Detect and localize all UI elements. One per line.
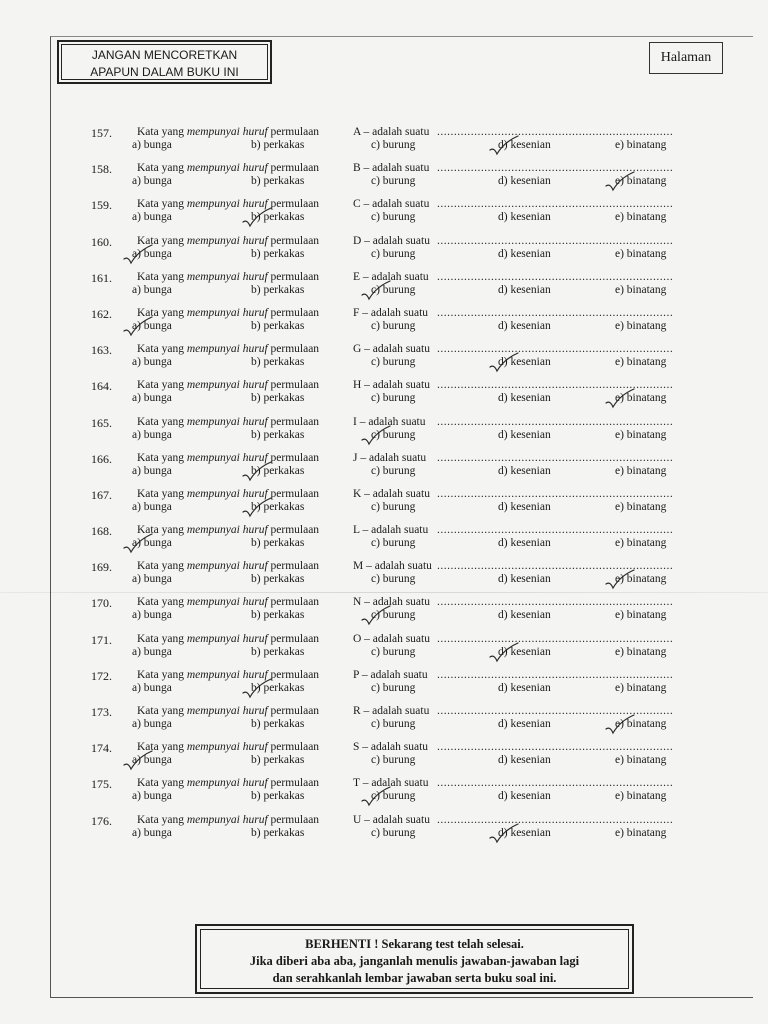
stem-prefix: Kata yang [137, 632, 187, 645]
question-stem [137, 560, 319, 572]
option-d[interactable]: d) kesenian [498, 139, 551, 151]
question-row [0, 416, 768, 452]
question-stem [137, 379, 319, 391]
option-d[interactable]: d) kesenian [498, 790, 551, 803]
option-b[interactable]: b) perkakas [251, 247, 305, 260]
option-b[interactable]: b) perkakas [251, 392, 305, 405]
question-number: 163. [91, 343, 112, 358]
option-c[interactable]: c) burung [371, 247, 416, 260]
option-d[interactable]: d) kesenian [498, 718, 551, 730]
stem-italic: mempunyai huruf [186, 524, 268, 537]
question-row [0, 488, 768, 524]
stem-suffix: permulaan [267, 705, 320, 717]
option-d[interactable]: d) kesenian [498, 609, 551, 622]
question-letter-clause: M – adalah suatu [353, 560, 432, 573]
stem-prefix: Kata yang [137, 415, 187, 428]
question-number: 159. [91, 198, 112, 213]
question-row [0, 741, 768, 777]
question-number: 167. [91, 487, 112, 502]
stem-italic: mempunyai huruf [186, 198, 268, 211]
answer-blank-dots: ...................................................................... [437, 162, 674, 175]
answer-blank-dots: ...................................................................... [437, 777, 674, 790]
option-c[interactable]: c) burung [371, 681, 416, 694]
stop-notice-box [195, 924, 634, 994]
stem-italic: mempunyai huruf [186, 596, 268, 609]
option-c[interactable]: c) burung [371, 645, 416, 658]
stem-italic: mempunyai huruf [186, 487, 268, 500]
option-e[interactable]: e) binatang [615, 790, 667, 803]
question-number: 171. [91, 632, 112, 647]
option-d[interactable]: d) kesenian [498, 428, 551, 441]
stem-suffix: permulaan [267, 487, 320, 500]
question-number: 170. [91, 596, 112, 611]
question-row [0, 307, 768, 343]
answer-blank-dots: ...................................................................... [437, 596, 674, 609]
option-c[interactable]: c) burung [371, 500, 416, 513]
option-c[interactable]: c) burung [371, 826, 416, 839]
question-letter-clause: K – adalah suatu [353, 487, 430, 500]
option-d[interactable]: d) kesenian [498, 319, 551, 332]
option-d[interactable]: d) kesenian [498, 283, 551, 296]
stem-suffix: permulaan [267, 234, 320, 247]
option-e[interactable]: e) binatang [615, 356, 667, 369]
option-a[interactable]: a) bunga [132, 537, 172, 550]
option-c[interactable]: c) burung [371, 718, 416, 730]
option-b[interactable]: b) perkakas [251, 356, 305, 369]
question-number: 161. [91, 270, 112, 285]
option-b[interactable]: b) perkakas [251, 537, 305, 550]
question-letter-clause: P – adalah suatu [353, 668, 428, 681]
question-row [0, 379, 768, 415]
stem-italic: mempunyai huruf [186, 234, 268, 247]
option-a[interactable]: a) bunga [132, 790, 172, 803]
question-row [0, 162, 768, 198]
option-c[interactable]: c) burung [371, 790, 416, 803]
answer-blank-dots: ...................................................................... [437, 270, 674, 283]
stem-prefix: Kata yang [137, 379, 187, 392]
stem-italic: mempunyai huruf [186, 741, 268, 754]
stem-prefix: Kata yang [137, 451, 187, 464]
option-b[interactable]: b) perkakas [251, 464, 305, 477]
option-b[interactable]: b) perkakas [251, 319, 305, 332]
paper-fold-line [0, 592, 768, 593]
option-a[interactable]: a) bunga [132, 826, 172, 839]
option-a[interactable]: a) bunga [132, 211, 172, 224]
stem-italic: mempunyai huruf [186, 451, 268, 464]
question-stem [137, 452, 319, 464]
stem-prefix: Kata yang [137, 198, 187, 211]
stem-suffix: permulaan [267, 343, 320, 356]
question-row [0, 198, 768, 234]
question-row [0, 705, 768, 741]
stem-italic: mempunyai huruf [186, 126, 268, 138]
question-letter-clause: H – adalah suatu [353, 379, 430, 392]
stem-suffix: permulaan [267, 415, 320, 428]
answer-blank-dots: ...................................................................... [437, 126, 674, 138]
option-b[interactable]: b) perkakas [251, 283, 305, 296]
stem-suffix: permulaan [267, 741, 320, 754]
option-c[interactable]: c) burung [371, 139, 416, 151]
option-e[interactable]: e) binatang [615, 283, 667, 296]
question-letter-clause: D – adalah suatu [353, 234, 430, 247]
option-a[interactable]: a) bunga [132, 500, 172, 513]
warning-line-2: APAPUN DALAM BUKU INI [90, 65, 239, 79]
option-e[interactable]: e) binatang [615, 175, 667, 188]
option-e[interactable]: e) binatang [615, 645, 667, 658]
option-e[interactable]: e) binatang [615, 319, 667, 332]
option-c[interactable]: c) burung [371, 392, 416, 405]
answer-blank-dots: ...................................................................... [437, 813, 674, 826]
question-row [0, 524, 768, 560]
question-letter-clause: F – adalah suatu [353, 306, 429, 319]
stem-prefix: Kata yang [137, 487, 187, 500]
answer-blank-dots: ...................................................................... [437, 487, 674, 500]
question-number: 160. [91, 234, 112, 249]
question-number: 157. [91, 126, 112, 140]
option-d[interactable]: d) kesenian [498, 573, 551, 586]
answer-blank-dots: ...................................................................... [437, 705, 674, 717]
option-e[interactable]: e) binatang [615, 609, 667, 622]
option-b[interactable]: b) perkakas [251, 790, 305, 803]
warning-line-1: JANGAN MENCORETKAN [91, 48, 238, 62]
question-row [0, 271, 768, 307]
option-d[interactable]: d) kesenian [498, 537, 551, 550]
option-b[interactable]: b) perkakas [251, 428, 305, 441]
option-b[interactable]: b) perkakas [251, 681, 305, 694]
option-d[interactable]: d) kesenian [498, 645, 551, 658]
option-b[interactable]: b) perkakas [251, 609, 305, 622]
option-a[interactable]: a) bunga [132, 428, 172, 441]
stem-suffix: permulaan [267, 668, 320, 681]
option-c[interactable]: c) burung [371, 464, 416, 477]
question-letter-clause: T – adalah suatu [353, 777, 429, 790]
option-b[interactable]: b) perkakas [251, 645, 305, 658]
option-c[interactable]: c) burung [371, 537, 416, 550]
stem-prefix: Kata yang [137, 777, 187, 790]
option-c[interactable]: c) burung [371, 319, 416, 332]
question-letter-clause: B – adalah suatu [353, 162, 430, 175]
question-row [0, 126, 768, 162]
question-letter-clause: E – adalah suatu [353, 270, 429, 283]
option-e[interactable]: e) binatang [615, 681, 667, 694]
stem-suffix: permulaan [267, 777, 320, 790]
question-letter-clause: G – adalah suatu [353, 343, 430, 356]
question-row [0, 452, 768, 488]
stem-italic: mempunyai huruf [186, 632, 268, 645]
question-stem [137, 343, 319, 355]
stem-italic: mempunyai huruf [186, 813, 268, 826]
question-number: 164. [91, 379, 112, 394]
stem-italic: mempunyai huruf [186, 560, 268, 573]
option-a[interactable]: a) bunga [132, 464, 172, 477]
question-row [0, 669, 768, 705]
option-c[interactable]: c) burung [371, 211, 416, 224]
option-a[interactable]: a) bunga [132, 319, 172, 332]
option-b[interactable]: b) perkakas [251, 754, 305, 767]
question-stem [137, 488, 319, 500]
option-b[interactable]: b) perkakas [251, 139, 305, 151]
answer-blank-dots: ...................................................................... [437, 451, 674, 464]
option-e[interactable]: e) binatang [615, 392, 667, 405]
stem-suffix: permulaan [267, 379, 320, 392]
option-d[interactable]: d) kesenian [498, 826, 551, 839]
stem-suffix: permulaan [267, 270, 320, 283]
stem-italic: mempunyai huruf [186, 306, 268, 319]
option-a[interactable]: a) bunga [132, 645, 172, 658]
answer-blank-dots: ...................................................................... [437, 415, 674, 428]
option-a[interactable]: a) bunga [132, 356, 172, 369]
option-d[interactable]: d) kesenian [498, 392, 551, 405]
option-c[interactable]: c) burung [371, 356, 416, 369]
question-number: 175. [91, 777, 112, 792]
option-e[interactable]: e) binatang [615, 573, 667, 586]
option-d[interactable]: d) kesenian [498, 211, 551, 224]
stem-suffix: permulaan [267, 306, 320, 319]
question-letter-clause: L – adalah suatu [353, 524, 429, 537]
option-e[interactable]: e) binatang [615, 500, 667, 513]
option-e[interactable]: e) binatang [615, 754, 667, 767]
option-a[interactable]: a) bunga [132, 283, 172, 296]
stem-italic: mempunyai huruf [186, 379, 268, 392]
question-letter-clause: O – adalah suatu [353, 632, 430, 645]
option-b[interactable]: b) perkakas [251, 826, 305, 839]
stem-prefix: Kata yang [137, 126, 187, 138]
stem-prefix: Kata yang [137, 162, 187, 175]
question-number: 165. [91, 415, 112, 430]
question-letter-clause: A – adalah suatu [353, 126, 430, 138]
answer-blank-dots: ...................................................................... [437, 379, 674, 392]
question-row [0, 814, 768, 850]
question-stem [137, 198, 319, 210]
question-stem [137, 524, 319, 536]
answer-blank-dots: ...................................................................... [437, 560, 674, 573]
option-c[interactable]: c) burung [371, 573, 416, 586]
option-a[interactable]: a) bunga [132, 392, 172, 405]
stem-suffix: permulaan [267, 198, 320, 211]
option-e[interactable]: e) binatang [615, 537, 667, 550]
option-c[interactable]: c) burung [371, 283, 416, 296]
option-d[interactable]: d) kesenian [498, 754, 551, 767]
question-letter-clause: R – adalah suatu [353, 705, 430, 717]
stem-italic: mempunyai huruf [186, 705, 268, 717]
option-a[interactable]: a) bunga [132, 681, 172, 694]
question-letter-clause: J – adalah suatu [353, 451, 427, 464]
option-b[interactable]: b) perkakas [251, 573, 305, 586]
stem-italic: mempunyai huruf [186, 777, 268, 790]
option-b[interactable]: b) perkakas [251, 718, 305, 730]
option-e[interactable]: e) binatang [615, 718, 667, 730]
stem-italic: mempunyai huruf [186, 415, 268, 428]
option-d[interactable]: d) kesenian [498, 464, 551, 477]
question-stem [137, 814, 319, 826]
stem-prefix: Kata yang [137, 813, 187, 826]
option-d[interactable]: d) kesenian [498, 356, 551, 369]
question-letter-clause: S – adalah suatu [353, 741, 429, 754]
question-stem [137, 271, 319, 283]
question-stem [137, 741, 319, 753]
question-stem [137, 596, 319, 608]
question-stem [137, 777, 319, 789]
question-stem [137, 705, 319, 717]
stem-suffix: permulaan [267, 524, 320, 537]
question-row [0, 235, 768, 271]
option-e[interactable]: e) binatang [615, 826, 667, 839]
answer-blank-dots: ...................................................................... [437, 741, 674, 754]
stem-italic: mempunyai huruf [186, 343, 268, 356]
question-row [0, 633, 768, 669]
answer-blank-dots: ...................................................................... [437, 306, 674, 319]
question-number: 174. [91, 741, 112, 756]
page-number-box: Halaman [649, 42, 723, 74]
option-a[interactable]: a) bunga [132, 139, 172, 151]
option-e[interactable]: e) binatang [615, 464, 667, 477]
option-d[interactable]: d) kesenian [498, 500, 551, 513]
question-letter-clause: I – adalah suatu [353, 415, 426, 428]
stem-suffix: permulaan [267, 451, 320, 464]
answer-blank-dots: ...................................................................... [437, 198, 674, 211]
option-a[interactable]: a) bunga [132, 175, 172, 188]
question-number: 168. [91, 524, 112, 539]
stem-prefix: Kata yang [137, 668, 187, 681]
question-stem [137, 669, 319, 681]
question-stem [137, 416, 319, 428]
option-e[interactable]: e) binatang [615, 428, 667, 441]
question-number: 169. [91, 560, 112, 575]
question-stem [137, 126, 319, 138]
option-e[interactable]: e) binatang [615, 139, 667, 151]
option-c[interactable]: c) burung [371, 175, 416, 188]
stem-suffix: permulaan [267, 162, 320, 175]
stem-prefix: Kata yang [137, 270, 187, 283]
question-row [0, 560, 768, 596]
stem-prefix: Kata yang [137, 741, 187, 754]
question-row [0, 343, 768, 379]
stem-prefix: Kata yang [137, 705, 187, 717]
question-number: 166. [91, 451, 112, 466]
option-d[interactable]: d) kesenian [498, 175, 551, 188]
question-number: 173. [91, 705, 112, 719]
option-b[interactable]: b) perkakas [251, 175, 305, 188]
option-d[interactable]: d) kesenian [498, 681, 551, 694]
stem-prefix: Kata yang [137, 343, 187, 356]
option-e[interactable]: e) binatang [615, 247, 667, 260]
option-c[interactable]: c) burung [371, 754, 416, 767]
question-stem [137, 307, 319, 319]
option-a[interactable]: a) bunga [132, 573, 172, 586]
stem-suffix: permulaan [267, 560, 320, 573]
stem-italic: mempunyai huruf [186, 668, 268, 681]
question-number: 158. [91, 162, 112, 177]
option-e[interactable]: e) binatang [615, 211, 667, 224]
question-stem [137, 162, 319, 174]
option-c[interactable]: c) burung [371, 609, 416, 622]
warning-box [57, 40, 272, 84]
question-stem [137, 235, 319, 247]
stop-notice-line-3: dan serahkanlah lembar jawaban serta buku soal ini. [272, 971, 557, 985]
question-letter-clause: U – adalah suatu [353, 813, 430, 826]
answer-blank-dots: ...................................................................... [437, 234, 674, 247]
stem-suffix: permulaan [267, 632, 320, 645]
option-a[interactable]: a) bunga [132, 247, 172, 260]
stem-italic: mempunyai huruf [186, 162, 268, 175]
stem-prefix: Kata yang [137, 524, 187, 537]
stem-prefix: Kata yang [137, 306, 187, 319]
stem-suffix: permulaan [267, 126, 320, 138]
option-b[interactable]: b) perkakas [251, 500, 305, 513]
question-list [0, 126, 768, 850]
stem-prefix: Kata yang [137, 560, 187, 573]
stem-suffix: permulaan [267, 813, 320, 826]
question-row [0, 596, 768, 632]
answer-blank-dots: ...................................................................... [437, 524, 674, 537]
question-number: 176. [91, 813, 112, 828]
question-number: 162. [91, 306, 112, 321]
stop-notice-line-2: Jika diberi aba aba, janganlah menulis jawaban-jawaban lagi [249, 954, 580, 968]
question-letter-clause: C – adalah suatu [353, 198, 430, 211]
answer-blank-dots: ...................................................................... [437, 343, 674, 356]
option-a[interactable]: a) bunga [132, 609, 172, 622]
question-letter-clause: N – adalah suatu [353, 596, 430, 609]
option-a[interactable]: a) bunga [132, 754, 172, 767]
question-stem [137, 633, 319, 645]
option-d[interactable]: d) kesenian [498, 247, 551, 260]
option-a[interactable]: a) bunga [132, 718, 172, 730]
question-number: 172. [91, 668, 112, 683]
question-row [0, 777, 768, 813]
option-b[interactable]: b) perkakas [251, 211, 305, 224]
option-c[interactable]: c) burung [371, 428, 416, 441]
stem-italic: mempunyai huruf [186, 270, 268, 283]
stem-prefix: Kata yang [137, 596, 187, 609]
stop-notice-line-1: BERHENTI ! Sekarang test telah selesai. [305, 937, 524, 951]
stem-prefix: Kata yang [137, 234, 187, 247]
answer-blank-dots: ...................................................................... [437, 632, 674, 645]
stem-suffix: permulaan [267, 596, 320, 609]
answer-blank-dots: ...................................................................... [437, 668, 674, 681]
